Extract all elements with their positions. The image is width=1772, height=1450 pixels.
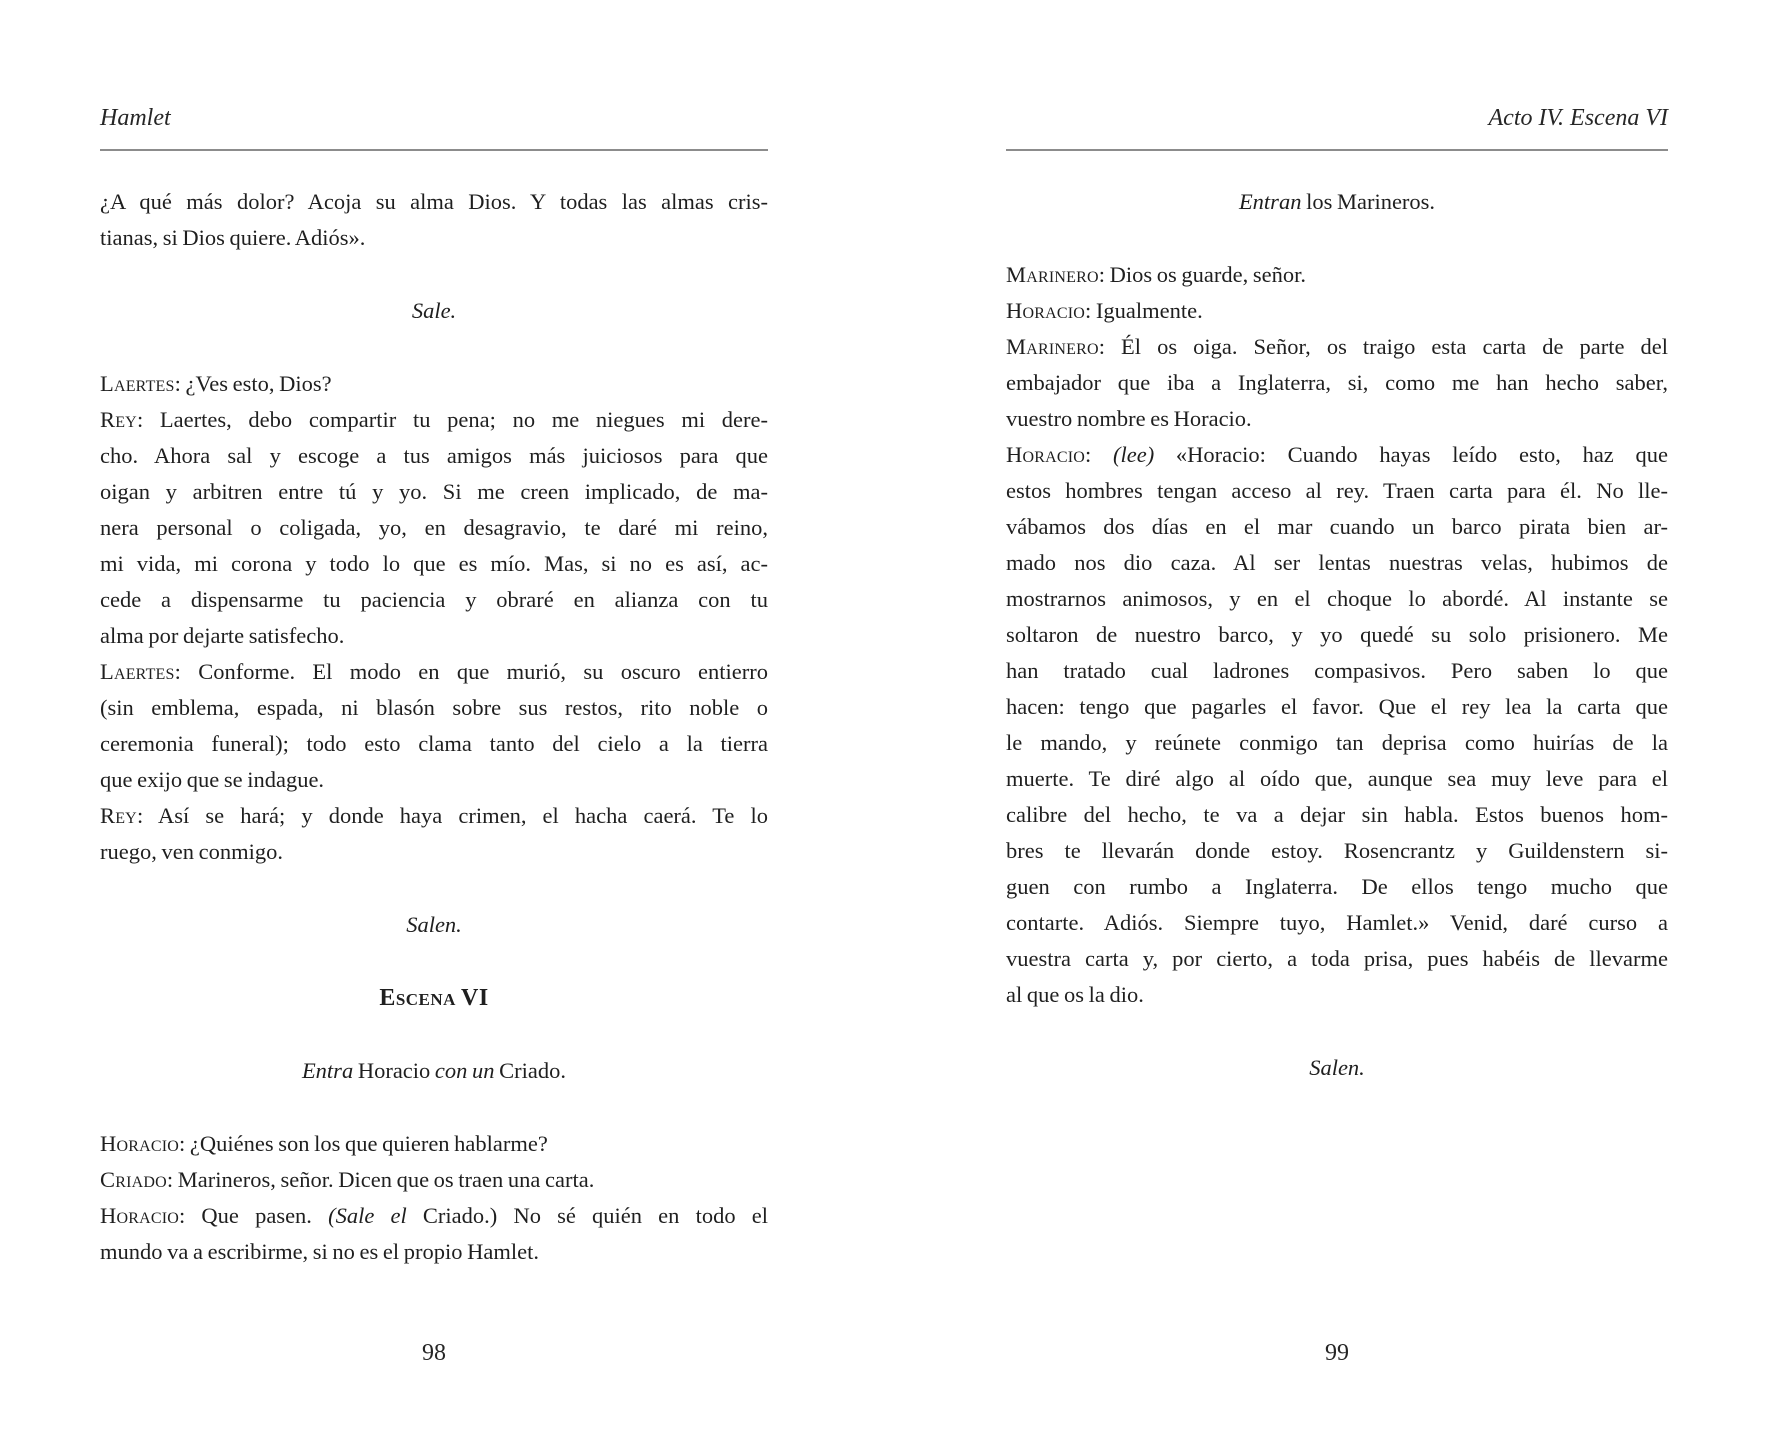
text-segment: : Laertes, debo compartir tu pena; no me niegues mi dere-: [136, 407, 768, 432]
text-line: [1006, 437, 1668, 473]
text-segment: : Marineros, señor. Dicen que os traen una carta.: [166, 1167, 595, 1192]
stage-direction: [100, 1053, 768, 1089]
text-segment: alma por dejarte satisfecho.: [100, 623, 345, 648]
italic-stage-text: Entra: [301, 1058, 354, 1083]
speaker-name: Marinero: [1006, 262, 1099, 287]
text-segment: guen con rumbo a Inglaterra. De ellos tengo mucho que: [1006, 874, 1668, 899]
text-segment: han tratado cual ladrones compasivos. Pero saben lo que: [1006, 658, 1668, 683]
text-segment: oigan y arbitren entre tú y yo. Si me creen implicado, de ma-: [100, 479, 768, 504]
text-segment: los Marineros.: [1301, 189, 1436, 214]
text-line: [100, 1234, 768, 1270]
speaker-name: Rey: [100, 803, 137, 828]
text-line: [1006, 725, 1668, 761]
text-line: [1006, 833, 1668, 869]
text-line: [100, 762, 768, 798]
speech-paragraph: [100, 1162, 768, 1198]
speaker-name: Rey: [100, 407, 137, 432]
text-segment: calibre del hecho, te va a dejar sin habla. Estos buenos hom-: [1006, 802, 1668, 827]
page-right-body: [1006, 151, 1668, 1086]
text-line: [100, 798, 768, 834]
text-segment: ¿A qué más dolor? Acoja su alma Dios. Y todas las almas cris-: [100, 189, 768, 214]
stage-direction: [100, 293, 768, 329]
text-segment: mado nos dio caza. Al ser lentas nuestras velas, hubimos de: [1006, 550, 1668, 575]
speech-paragraph: [100, 402, 768, 654]
speech-paragraph: [100, 366, 768, 402]
italic-stage-text: Salen.: [406, 912, 462, 937]
text-segment: «Horacio: Cuando hayas leído esto, haz que: [1154, 442, 1668, 467]
text-segment: : Que pasen.: [179, 1203, 329, 1228]
scene-heading: [100, 980, 768, 1016]
text-line: [100, 220, 768, 256]
page-left-body: [100, 151, 768, 1270]
stage-direction: [1006, 184, 1668, 220]
text-line: [1006, 365, 1668, 401]
text-segment: cho. Ahora sal y escoge a tus amigos más juiciosos para que: [100, 443, 768, 468]
speaker-name: Criado: [100, 1167, 167, 1192]
text-line: [1006, 509, 1668, 545]
text-segment: : ¿Ves esto, Dios?: [174, 371, 332, 396]
text-segment: : Así se hará; y donde haya crimen, el hacha caerá. Te lo: [136, 803, 768, 828]
text-segment: ceremonia funeral); todo esto clama tanto del cielo a la tierra: [100, 731, 768, 756]
text-segment: : Dios os guarde, señor.: [1098, 262, 1306, 287]
page-right: [1006, 104, 1668, 1366]
text-segment: ruego, ven conmigo.: [100, 839, 283, 864]
italic-stage-text: Salen.: [1309, 1055, 1365, 1080]
text-line: [1006, 653, 1668, 689]
speaker-name: Laertes: [100, 371, 175, 396]
speech-paragraph: [1006, 437, 1668, 1013]
page-left: [100, 104, 769, 1366]
text-line: [1006, 293, 1668, 329]
text-segment: : Igualmente.: [1085, 298, 1203, 323]
text-segment: Criado.) No sé quién en todo el: [406, 1203, 769, 1228]
speech-paragraph: [100, 184, 768, 256]
text-line: [1006, 545, 1668, 581]
text-line: [1006, 761, 1668, 797]
speech-paragraph: [100, 798, 768, 870]
page-number-left: 98: [422, 1340, 446, 1366]
text-line: [1006, 941, 1668, 977]
text-segment: soltaron de nuestro barco, y yo quedé su solo prisionero. Me: [1006, 622, 1668, 647]
text-segment: : Él os oiga. Señor, os traigo esta carta de parte del: [1098, 334, 1668, 359]
speech-paragraph: [1006, 293, 1668, 329]
italic-stage-text: Sale.: [411, 298, 457, 323]
speaker-name: Horacio: [1006, 442, 1085, 467]
italic-stage-text: con un: [434, 1058, 495, 1083]
text-segment: mostrarnos animosos, y en el choque lo abordé. Al instante se: [1006, 586, 1668, 611]
text-line: [1006, 329, 1668, 365]
text-line: [1006, 905, 1668, 941]
text-line: [100, 654, 768, 690]
running-header-right: Acto IV. Escena VI: [1006, 104, 1668, 151]
text-line: [100, 618, 768, 654]
italic-stage-text: (Sale el: [328, 1203, 407, 1228]
text-segment: (sin emblema, espada, ni blasón sobre sus restos, rito noble o: [100, 695, 768, 720]
text-segment: cede a dispensarme tu paciencia y obraré en alianza con tu: [100, 587, 768, 612]
text-line: [100, 1126, 768, 1162]
page-number-right: 99: [1325, 1340, 1349, 1366]
text-segment: : Conforme. El modo en que murió, su oscuro entierro: [174, 659, 768, 684]
text-line: [1006, 473, 1668, 509]
text-line: [100, 726, 768, 762]
text-line: [1006, 977, 1668, 1013]
text-segment: Escena VI: [379, 985, 489, 1011]
text-segment: vuestra carta y, por cierto, a toda prisa, pues habéis de llevarme: [1006, 946, 1668, 971]
text-segment: al que os la dio.: [1006, 982, 1144, 1007]
text-segment: embajador que iba a Inglaterra, si, como me han hecho saber,: [1006, 370, 1668, 395]
running-header-left: Hamlet: [100, 104, 768, 151]
speaker-name: Horacio: [100, 1131, 179, 1156]
text-segment: contarte. Adiós. Siempre tuyo, Hamlet.» Venid, daré curso a: [1006, 910, 1668, 935]
text-line: [1006, 617, 1668, 653]
text-segment: muerte. Te diré algo al oído que, aunque sea muy leve para el: [1006, 766, 1668, 791]
text-line: [1006, 257, 1668, 293]
text-segment: Horacio: [353, 1058, 435, 1083]
text-line: [100, 834, 768, 870]
text-segment: le mando, y reúnete conmigo tan deprisa como huirías de la: [1006, 730, 1668, 755]
text-segment: que exijo que se indague.: [100, 767, 325, 792]
italic-stage-text: Entran: [1238, 189, 1302, 214]
text-segment: :: [1085, 442, 1113, 467]
text-line: [100, 546, 768, 582]
text-line: [100, 366, 768, 402]
speech-paragraph: [1006, 257, 1668, 293]
speech-paragraph: [1006, 329, 1668, 437]
text-line: [100, 474, 768, 510]
text-segment: bres te llevarán donde estoy. Rosencrantz y Guildenstern si-: [1006, 838, 1668, 863]
stage-direction: [100, 907, 768, 943]
text-line: [100, 184, 768, 220]
text-segment: estos hombres tengan acceso al rey. Traen carta para él. No lle-: [1006, 478, 1668, 503]
speaker-name: Laertes: [100, 659, 175, 684]
speaker-name: Horacio: [1006, 298, 1085, 323]
text-segment: hacen: tengo que pagarles el favor. Que el rey lea la carta que: [1006, 694, 1668, 719]
text-segment: nera personal o coligada, yo, en desagravio, te daré mi reino,: [100, 515, 768, 540]
text-line: [100, 438, 768, 474]
text-segment: tianas, si Dios quiere. Adiós».: [100, 225, 366, 250]
text-line: [1006, 689, 1668, 725]
speech-paragraph: [100, 1198, 768, 1270]
italic-stage-text: (lee): [1112, 442, 1155, 467]
text-segment: Criado.: [494, 1058, 567, 1083]
speaker-name: Horacio: [100, 1203, 179, 1228]
text-line: [100, 1198, 768, 1234]
text-segment: vábamos dos días en el mar cuando un barco pirata bien ar-: [1006, 514, 1668, 539]
text-line: [1006, 401, 1668, 437]
text-line: [1006, 581, 1668, 617]
text-line: [100, 402, 768, 438]
text-segment: vuestro nombre es Horacio.: [1006, 406, 1252, 431]
text-line: [100, 1162, 768, 1198]
text-line: [1006, 797, 1668, 833]
text-line: [1006, 869, 1668, 905]
text-segment: mundo va a escribirme, si no es el propio Hamlet.: [100, 1239, 540, 1264]
speaker-name: Marinero: [1006, 334, 1099, 359]
stage-direction: [1006, 1050, 1668, 1086]
text-line: [100, 690, 768, 726]
speech-paragraph: [100, 654, 768, 798]
text-segment: : ¿Quiénes son los que quieren hablarme?: [179, 1131, 548, 1156]
text-segment: mi vida, mi corona y todo lo que es mío. Mas, si no es así, ac-: [100, 551, 768, 576]
text-line: [100, 510, 768, 546]
speech-paragraph: [100, 1126, 768, 1162]
text-line: [100, 582, 768, 618]
